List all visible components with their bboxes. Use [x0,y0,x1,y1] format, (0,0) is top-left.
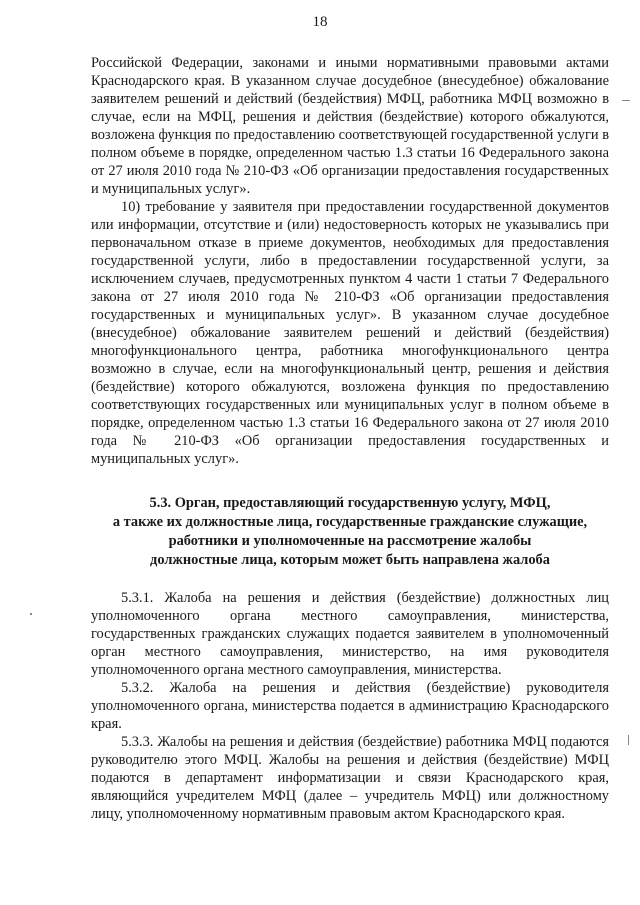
paragraph-continuation: Российской Федерации, законами и иными нормативными правовыми актами Краснодарского края. В указанном случае досудебное (внесудебное) обжалование заявителем решений и действий (бездействия) МФЦ, работника МФЦ возможно в случае, если на МФЦ, решения и действия (бездействие) которого обжалуются, возложена функция по предоставлению соответствующей государственной услуги в полном объеме в порядке, определенном частью 1.3 статьи 16 Федерального закона от 27 июля 2010 года № 210-ФЗ «Об организации предоставления государственных и муниципальных услуг». [91,55,609,197]
paragraph-5-3-3: 5.3.3. Жалобы на решения и действия (бездействие) работника МФЦ подаются руководителю этого МФЦ. Жалобы на решения и действия (бездействие) МФЦ подаются в департамент информатизации и связи Краснодарского края, являющийся учредителем МФЦ (далее – учредитель МФЦ) или должностному лицу, уполномоченному нормативным правовым актом Краснодарского края. [91,734,609,822]
scan-artifact-mark [30,613,32,615]
heading-line: должностные лица, которым может быть направлена жалоба [150,552,550,568]
page-number: 18 [312,14,328,30]
heading-line: 5.3. Орган, предоставляющий государственную услугу, МФЦ, [149,495,551,511]
paragraph-5-3-2: 5.3.2. Жалоба на решения и действия (бездействие) руководителя уполномоченного органа, министерства подается в администрацию Краснодарского края. [91,680,609,732]
scan-artifact-mark [628,735,629,745]
document-body [91,54,609,823]
heading-line: а также их должностные лица, государственные гражданские служащие, [112,514,588,530]
scan-artifact-mark [622,100,630,101]
heading-line: работники и уполномоченные на рассмотрение жалобы [168,533,532,549]
paragraph-item-10: 10) требование у заявителя при предоставлении государственной документов или информации, отсутствие и (или) недостоверность которых не указывались при первоначальном отказе в приеме документов, необходимых для предоставления государственной услуги, либо в предоставлении государственной услуги, за исключением случаев, предусмотренных пунктом 4 части 1 статьи 7 Федерального закона от 27 июля 2010 года № 210-ФЗ «Об организации предоставления государственных и муниципальных услуг». В указанном случае досудебное (внесудебное) обжалование заявителем решений и действий (бездействия) многофункционального центра, работника многофункционального центра возможно в случае, если на многофункциональный центр, решения и действия (бездействие) которого обжалуются, возложена функция по предоставлению соответствующих государственных или муниципальных услуг в полном объеме в порядке, определенном частью 1.3 статьи 16 Федерального закона от 27 июля 2010 года № 210-ФЗ «Об организации предоставления государственных и муниципальных услуг». [91,199,609,467]
paragraph-5-3-1: 5.3.1. Жалоба на решения и действия (бездействие) должностных лиц уполномоченного органа местного самоуправления, министерства, государственных гражданских служащих подается заявителем в уполномоченный орган местного самоуправления, министерство, на имя руководителя уполномоченного органа местного самоуправления, министерства. [91,590,609,678]
section-heading-5-3 [91,494,609,570]
